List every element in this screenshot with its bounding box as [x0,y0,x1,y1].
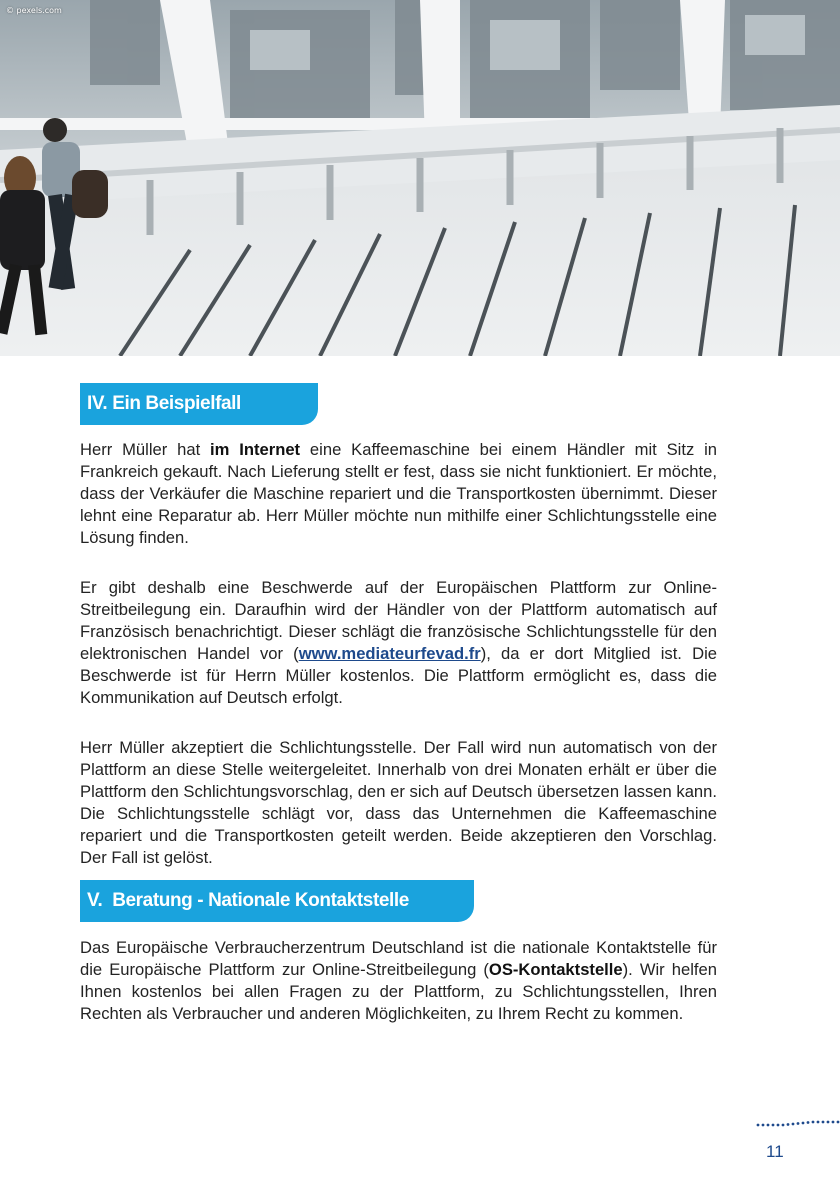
text-run: eine Kaffeemaschine bei einem Händler mit Sitz in Frankreich gekauft. Nach Lieferung stellt er fest, dass sie nicht funktioniert. Er möchte, dass der Verkäufer die Maschine repariert und die Transportkosten übernimmt. Dieser lehnt eine Reparatur ab. Herr Müller möchte nun mithilfe einer Schlichtungsstelle eine Lösung finden. [80,440,718,547]
page-number: 11 [766,1142,784,1161]
text-run: ). Wir helfen Ihnen kostenlos bei allen Fragen zu der Plattform, zu Schlichtungsstellen, Ihren Rechten als Verbraucher und anderen Möglichkeiten, zu Ihrem Recht zu kommen. [80,960,717,1023]
example-paragraph-2 [80,577,717,709]
example-paragraph-1 [80,439,717,549]
text-run: ), da er dort Mitglied ist. Die Beschwerde ist für Herrn Müller kostenlos. Die Plattform ermöglicht es, dass die Kommunikation auf Deutsch erfolgt. [80,644,717,707]
section-number: V. [87,890,103,911]
photo-credit: © pexels.com [6,6,62,15]
section-number: IV. [87,393,108,414]
example-paragraph-3: Herr Müller akzeptiert die Schlichtungsstelle. Der Fall wird nun automatisch von der Plattform an diese Stelle weitergeleitet. Innerhalb von drei Monaten erhält er über die Plattform den Schlichtungsvorschlag, den er sich auf Deutsch übersetzen lassen kann. Die Schlichtungsstelle schlägt vor, dass das Unternehmen die Kaffeemaschine repariert und die Transportkosten geteilt werden. Beide akzeptieren den Vorschlag. Der Fall ist gelöst. [80,738,717,867]
emphasis-im-internet: im Internet [210,440,301,459]
mediateur-link[interactable]: www.mediateurfevad.fr [298,644,481,663]
hero-photo [0,0,840,356]
text-run: Das Europäische Verbraucherzentrum Deutschland ist die nationale Kontaktstelle für die Europäische Plattform zur Online-Streitbeilegung ( [80,938,717,979]
section-heading-example-case [80,383,318,425]
contact-paragraph [80,937,717,1025]
emphasis-os-kontaktstelle: OS-Kontaktstelle [488,960,623,979]
section-heading-contact-point [80,880,474,922]
section-title: Ein Beispielfall [112,393,241,414]
hero-illustration [0,0,840,356]
footer-dotted-line [756,1120,840,1128]
text-run: Herr Müller hat [80,440,211,459]
text-run: Er gibt deshalb eine Beschwerde auf der Europäischen Plattform zur Online-Streitbeilegung ein. Daraufhin wird der Händler von der Plattform automatisch auf Französisch benachrichtigt. Dieser schlägt die französische Schlichtungsstelle für den elektronischen Handel vor ( [80,578,717,663]
section-title: Beratung - Nationale Kontaktstelle [112,890,409,911]
